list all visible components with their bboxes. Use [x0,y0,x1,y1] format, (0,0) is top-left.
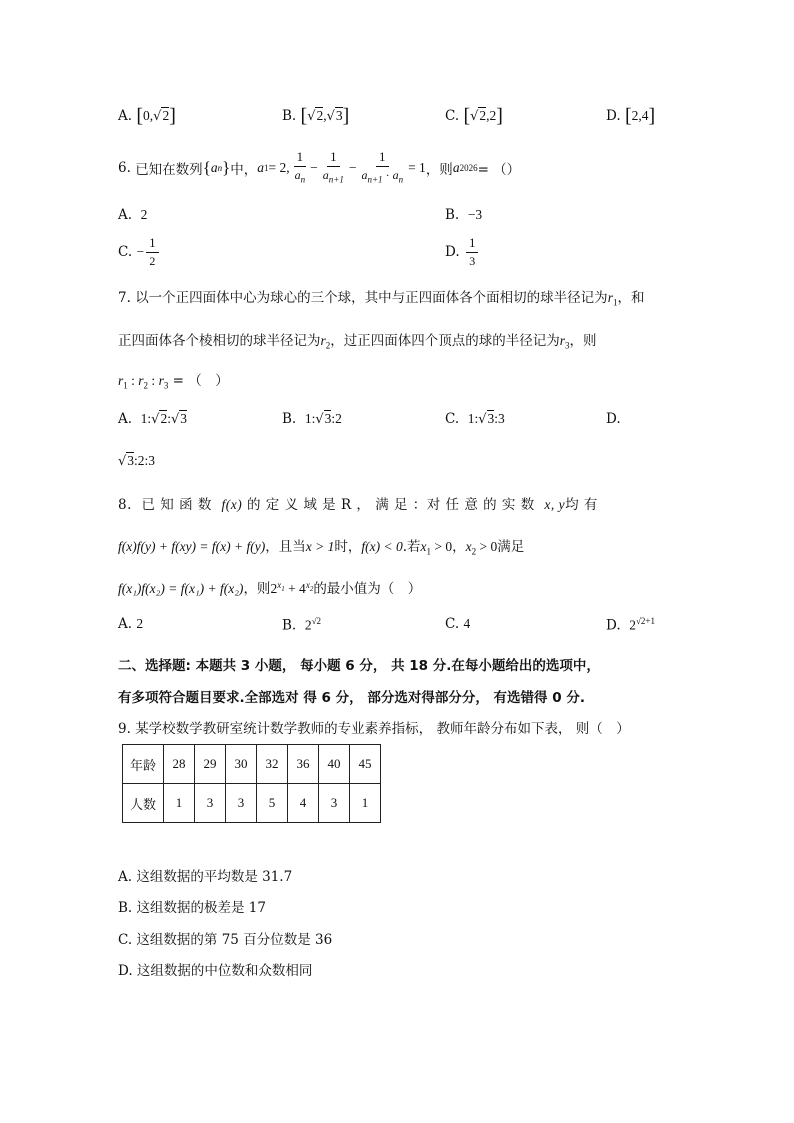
table-row-counts [123,784,381,823]
q7-option-d-value: √3:2:3 [118,453,156,469]
section-2-heading-line-2: 有多项符合题目要求.全部选对 得 6 分， 部分选对得部分分， 有选错得 0 分. [118,690,585,706]
q6-stem: 6. 已知在数列 { a n } 中， a 1 = 2, $\frac{1}{a_n}$ − $\frac{1}{a_{n+1}}$ − $\frac{1}{a_{n+1} \cdot a_n}$ = 1 ，则 a 2026 = （） [118,149,521,185]
section-2-heading-line-1: 二、选择题: 本题共 3 小题， 每小题 6 分， 共 18 分.在每小题给出的选项中， [118,658,600,674]
table-row-ages [123,745,381,784]
q9-option-c: C. 这组数据的第 75 百分位数是 36 [118,932,333,948]
table-cell: 36 [288,745,319,784]
q6-option-c: C. − $\frac{1}{2}$ [118,234,161,269]
q7-option-d-label: D. [606,411,621,427]
table-cell: 45 [350,745,381,784]
q5-option-c: C. [√2,2] [445,105,503,127]
q8-option-d: D. $2^{√2+1}$ [606,616,655,634]
q6-option-b: B. −3 [445,207,483,223]
q7-option-c: C. 1:√3:3 [445,411,505,427]
table-cell: 5 [257,784,288,823]
table-cell: 32 [257,745,288,784]
q8-line-3: f(x₁)f(x₂) = f(x₁) + f(x₂)，则$2^{x_1} + 4^{x_2}$的最小值为（ ） [118,579,422,597]
table-cell: 29 [195,745,226,784]
q5-option-b: B. [√2,√3] [282,105,350,127]
q8-line-1: 8. 已 知 函 数 f(x) 的 定 义 域 是 R ， 满 足 ：对 任 意 的 实 数 x, y均 有 [118,497,598,513]
table-cell: 1 [164,784,195,823]
q8-option-c: C. 4 [445,616,471,632]
table-cell: 3 [226,784,257,823]
q7-option-a: A. 1:√2:√3 [118,411,188,427]
q8-line-2: f(x)f(y) + f(xy) = f(x) + f(y)，且当x > 1时，f(x) < 0.若$x_1 > 0$，$x_2 > 0$满足 [118,539,525,557]
q9-stem: 9. 某学校数学教研室统计数学教师的专业素养指标， 教师年龄分布如下表， 则（ ） [118,721,630,737]
table-cell: 3 [319,784,350,823]
table-cell: 4 [288,784,319,823]
q5-option-a: A. [0,√2] [118,105,176,127]
table-header-count: 人数 [123,784,164,823]
table-cell: 40 [319,745,350,784]
q8-option-b: B. $2^{√2}$ [282,616,322,634]
q9-option-a: A. 这组数据的平均数是 31.7 [118,869,293,885]
q6-option-a: A. 2 [118,207,148,223]
q7-option-b: B. 1:√3:2 [282,411,342,427]
table-cell: 28 [164,745,195,784]
table-cell: 30 [226,745,257,784]
q7-line-1: 7. 以一个正四面体中心为球心的三个球，其中与正四面体各个面相切的球半径记为$r_1$，和 [118,290,645,308]
q7-ratio: $r_1$ : $r_2$ : $r_3$ = （ ） [118,373,229,391]
q6-option-d: D. $\frac{1}{3}$ [445,234,480,269]
q7-line-2: 正四面体各个棱相切的球半径记为$r_2$，过正四面体四个顶点的球的半径记为$r_3$，则 [118,333,597,351]
q8-option-a: A. 2 [118,616,144,632]
q9-option-d: D. 这组数据的中位数和众数相同 [118,963,313,979]
age-distribution-table [122,744,381,823]
table-header-age: 年龄 [123,745,164,784]
table-cell: 1 [350,784,381,823]
table-cell: 3 [195,784,226,823]
q9-option-b: B. 这组数据的极差是 17 [118,900,266,916]
q5-option-d: D. [2,4] [606,105,656,127]
